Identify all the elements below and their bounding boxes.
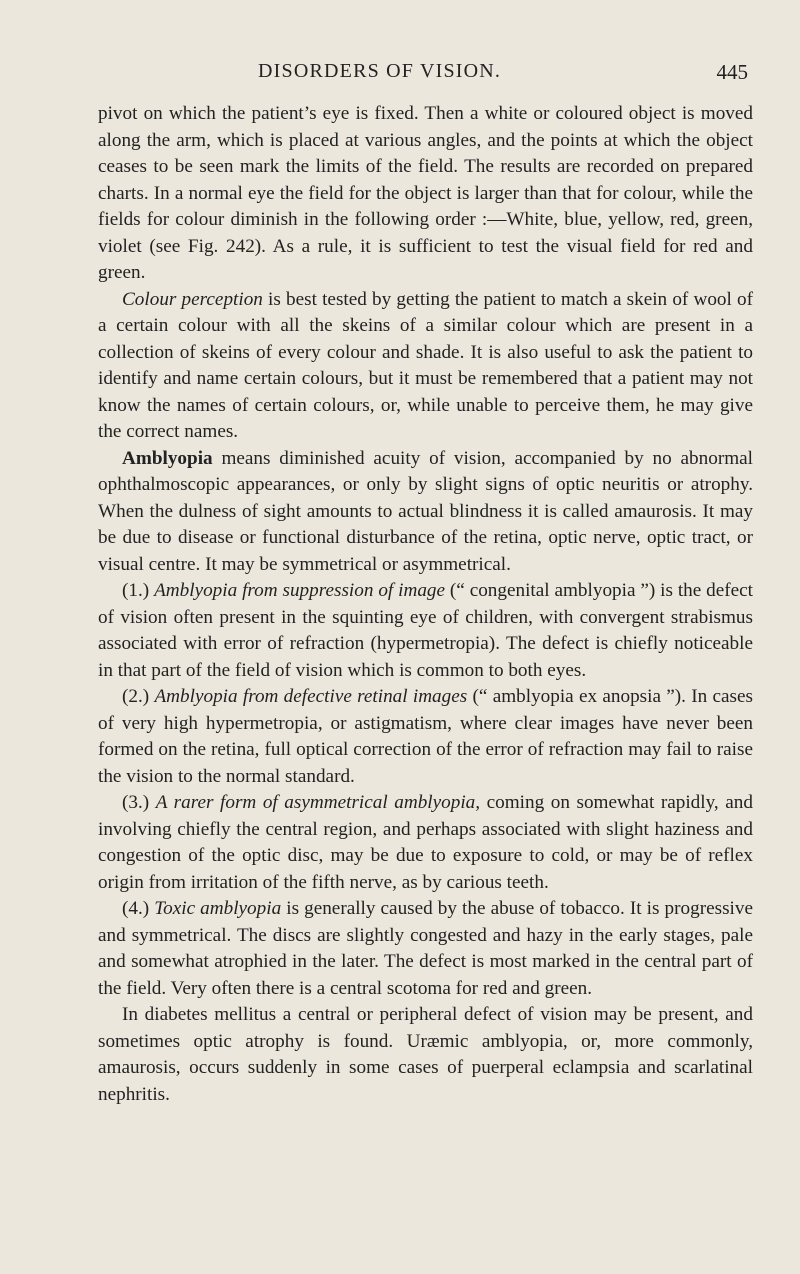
paragraph-colour-perception	[98, 287, 753, 446]
paragraph-amblyopia-defective-images	[98, 684, 753, 790]
paragraph-text: In diabetes mellitus a central or peripheral defect of vision may be present, and sometimes optic atrophy is found. Uræmic amblyopia, or, more commonly, amaurosis, occurs suddenly in some cases of puerperal eclampsia and scarlatinal nephritis.	[98, 1004, 753, 1105]
paragraph-lead: Toxic amblyopia	[154, 898, 282, 919]
paragraph-amblyopia	[98, 446, 753, 579]
paragraph-amblyopia-suppression	[98, 578, 753, 684]
body-text	[98, 101, 753, 1108]
paragraph-lead: Colour perception	[122, 288, 263, 310]
paragraph-lead: Amblyopia from defective retinal images	[154, 686, 468, 707]
paragraph-number: (2.)	[122, 686, 155, 707]
paragraph-diabetes	[98, 1002, 753, 1108]
paragraph-text: coming on somewhat rapidly, and involving chiefly the central region, and perhaps associated with slight haziness and congestion of the optic disc, may be due to exposure to cold, or may be of reflex origin from irritation of the fifth nerve, as by carious teeth.	[98, 792, 753, 893]
paragraph-lead: A rarer form of asymmetrical amblyopia,	[155, 792, 481, 813]
paragraph-text: is best tested by getting the patient to match a skein of wool of a certain colour with all the skeins of a similar colour which are present in a collection of skeins of every colour and shade. It is also useful to ask the patient to identify and name certain colours, but it must be remembered that a patient may not know the names of certain colours, or, while unable to perceive them, he may give the correct names.	[98, 288, 753, 442]
paragraph-number: (1.)	[122, 580, 155, 601]
paragraph-text: (“ congenital amblyopia ”) is the defect of vision often present in the squinting eye of children, with convergent strabismus associated with error of refraction (hypermetropia). The defect is chiefly noticeable in that part of the field of vision which is common to both eyes.	[98, 580, 753, 681]
page-header	[98, 60, 748, 90]
paragraph-text: (“ amblyopia ex anopsia ”). In cases of very high hypermetropia, or astigmatism, where clear images have never been formed on the retina, full optical correction of the error of refraction may fail to raise the vision to the normal standard.	[98, 686, 753, 787]
page-number: 445	[716, 60, 748, 84]
paragraph-toxic-amblyopia	[98, 896, 753, 1002]
paragraph-visual-field	[98, 101, 753, 287]
paragraph-text: pivot on which the patient’s eye is fixed. Then a white or coloured object is moved along the arm, which is placed at various angles, and the points at which the object ceases to be seen mark the limits of the field. The results are recorded on prepared charts. In a normal eye the field for the object is larger than that for colour, while the fields for colour diminish in the following order :—White, blue, yellow, red, green, violet (see Fig. 242). As a rule, it is sufficient to test the visual field for red and green.	[98, 103, 753, 283]
paragraph-number: (3.)	[122, 792, 156, 813]
paragraph-text: means diminished acuity of vision, accompanied by no abnormal ophthalmoscopic appearances, or only by slight signs of optic neuritis or atrophy. When the dulness of sight amounts to actual blindness it is called amaurosis. It may be due to disease or functional disturbance of the retina, optic nerve, optic tract, or visual centre. It may be symmetrical or asymmetrical.	[98, 447, 753, 575]
running-title: DISORDERS OF VISION.	[258, 60, 502, 82]
paragraph-text: is generally caused by the abuse of tobacco. It is progressive and symmetrical. The discs are slightly congested and hazy in the early stages, pale and somewhat atrophied in the later. The defect is most marked in the central part of the field. Very often there is a central scotoma for red and green.	[98, 898, 753, 999]
paragraph-lead: Amblyopia	[122, 447, 213, 469]
paragraph-asymmetrical-amblyopia	[98, 790, 753, 896]
paragraph-number: (4.)	[122, 898, 155, 919]
paragraph-lead: Amblyopia from suppression of image	[154, 580, 446, 601]
